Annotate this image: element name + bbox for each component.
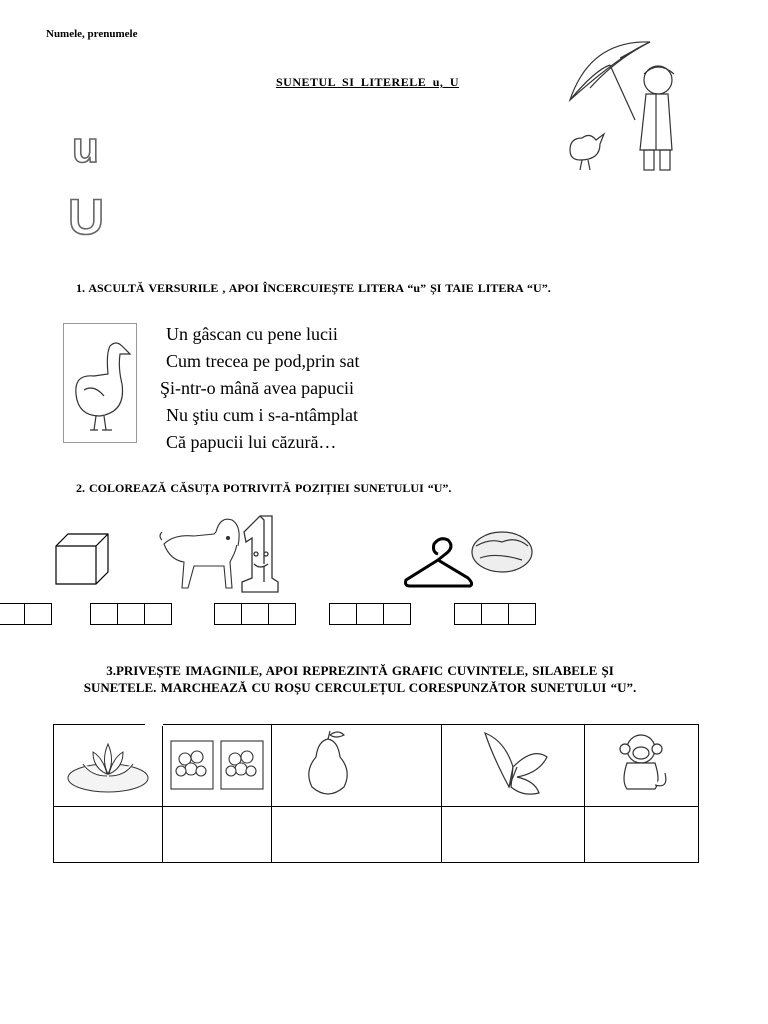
poem-line: Că papucii lui căzură… — [166, 432, 337, 452]
picture-cell — [162, 725, 272, 807]
sound-box[interactable] — [144, 603, 172, 625]
sound-box[interactable] — [0, 603, 25, 625]
picture-row — [54, 725, 699, 807]
answer-row — [54, 807, 699, 863]
lowercase-u-letter: u — [72, 123, 99, 172]
answer-cell[interactable] — [162, 807, 272, 863]
syllable-boxes-hanger — [330, 603, 411, 625]
goose-icon — [64, 324, 136, 442]
sound-box[interactable] — [90, 603, 118, 625]
sound-box[interactable] — [214, 603, 242, 625]
raspberries-icon — [167, 733, 267, 793]
poem-line: Un gâscan cu pene lucii — [166, 324, 338, 344]
lion-icon — [154, 510, 242, 594]
answer-cell[interactable] — [584, 807, 698, 863]
sound-box[interactable] — [329, 603, 357, 625]
girl-umbrella-icon — [560, 30, 700, 180]
syllable-boxes-lion — [91, 603, 172, 625]
picture-cell — [272, 725, 442, 807]
picture-cell — [584, 725, 698, 807]
sound-box[interactable] — [241, 603, 269, 625]
exercise-3-line-2: SUNETELE. MARCHEAZĂ CU ROȘU CERCULEȚUL CORESPUNZĂTOR SUNETULUI “U”. — [83, 680, 637, 695]
number-one-icon — [238, 512, 280, 596]
picture-cell — [442, 725, 585, 807]
syllable-boxes-one — [215, 603, 296, 625]
cube-icon — [54, 532, 110, 586]
exercise-2-instruction: 2. COLOREAZĂ CĂSUȚA POTRIVITĂ POZIȚIEI SUNETULUI “U”. — [76, 481, 452, 495]
sound-box[interactable] — [268, 603, 296, 625]
poem-line: Nu ştiu cum i s-a-ntâmplat — [166, 405, 358, 425]
sound-box[interactable] — [356, 603, 384, 625]
butterfly-icon — [473, 727, 553, 799]
poem-line: Şi-ntr-o mână avea papucii — [160, 378, 355, 398]
quince-icon — [298, 727, 358, 799]
table-border-gap — [145, 722, 163, 726]
sound-box[interactable] — [481, 603, 509, 625]
hanger-icon — [402, 532, 476, 590]
answer-cell[interactable] — [54, 807, 163, 863]
page-title: SUNETUL SI LITERELE u, U — [276, 75, 460, 89]
sound-box[interactable] — [508, 603, 536, 625]
duck-picture-frame — [63, 323, 137, 443]
sound-box[interactable] — [24, 603, 52, 625]
exercise-3-instruction — [0, 662, 720, 696]
name-label: Numele, prenumele — [46, 28, 138, 40]
syllable-boxes-cube — [0, 603, 52, 625]
syllable-boxes-walnut — [455, 603, 536, 625]
water-lily-icon — [63, 730, 153, 796]
sound-box[interactable] — [454, 603, 482, 625]
picture-cell — [54, 725, 163, 807]
uppercase-u-letter: U — [68, 189, 105, 245]
exercise-1-instruction: 1. ASCULTĂ VERSURILE , APOI ÎNCERCUIEȘTE LITERA “u” ȘI TAIE LITERA “U”. — [76, 281, 551, 295]
walnut-icon — [470, 528, 534, 574]
poem — [160, 321, 359, 456]
sound-box[interactable] — [383, 603, 411, 625]
answer-cell[interactable] — [272, 807, 442, 863]
exercise-3-table — [53, 724, 699, 863]
sound-box[interactable] — [117, 603, 145, 625]
poem-line: Cum trecea pe pod,prin sat — [166, 351, 360, 371]
answer-cell[interactable] — [442, 807, 585, 863]
monkey-icon — [609, 729, 673, 797]
exercise-3-line-1: 3.PRIVEȘTE IMAGINILE, APOI REPREZINTĂ GRAFIC CUVINTELE, SILABELE ȘI — [106, 663, 614, 678]
